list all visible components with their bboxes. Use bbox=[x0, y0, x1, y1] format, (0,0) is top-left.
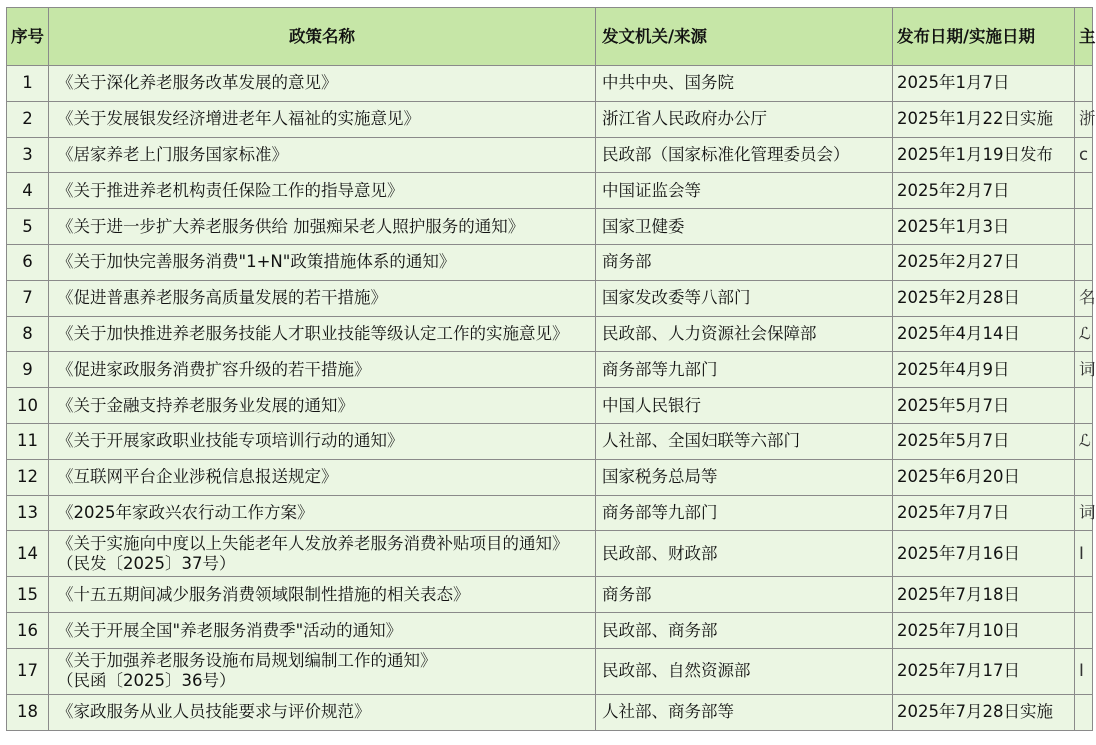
policy-name-line: 《关于发展银发经济增进老年人福祉的实施意见》 bbox=[57, 109, 420, 129]
policy-name-line: 《关于推进养老机构责任保险工作的指导意见》 bbox=[57, 180, 404, 200]
cell-no: 18 bbox=[7, 694, 49, 730]
cell-issuing-org: 商务部等九部门 bbox=[596, 495, 893, 531]
cell-date: 2025年2月27日 bbox=[893, 244, 1075, 280]
cell-policy-name bbox=[49, 101, 596, 137]
cell-policy-name bbox=[49, 648, 596, 694]
header-no: 序号 bbox=[7, 8, 49, 66]
cell-policy-name bbox=[49, 388, 596, 424]
table-row bbox=[7, 352, 1093, 388]
policy-name-line: 《关于开展家政职业技能专项培训行动的通知》 bbox=[57, 431, 404, 451]
policy-name-line: （民函〔2025〕36号） bbox=[57, 671, 236, 691]
table-row bbox=[7, 66, 1093, 102]
cell-issuing-org: 中共中央、国务院 bbox=[596, 66, 893, 102]
cell-no: 14 bbox=[7, 531, 49, 577]
cell-date: 2025年7月7日 bbox=[893, 495, 1075, 531]
cell-date: 2025年2月7日 bbox=[893, 173, 1075, 209]
cell-policy-name bbox=[49, 173, 596, 209]
cell-issuing-org: 民政部、人力资源社会保障部 bbox=[596, 316, 893, 352]
cell-extra bbox=[1075, 388, 1093, 424]
cell-date: 2025年5月7日 bbox=[893, 388, 1075, 424]
cell-no: 1 bbox=[7, 66, 49, 102]
table-row bbox=[7, 244, 1093, 280]
cell-extra: ℒ bbox=[1075, 316, 1093, 352]
cell-no: 6 bbox=[7, 244, 49, 280]
policy-name-line: （民发〔2025〕37号） bbox=[57, 553, 236, 573]
cell-policy-name bbox=[49, 423, 596, 459]
table-row bbox=[7, 137, 1093, 173]
cell-issuing-org: 民政部、商务部 bbox=[596, 613, 893, 649]
cell-policy-name bbox=[49, 495, 596, 531]
cell-policy-name bbox=[49, 316, 596, 352]
cell-extra bbox=[1075, 613, 1093, 649]
cell-date: 2025年5月7日 bbox=[893, 423, 1075, 459]
cell-no: 10 bbox=[7, 388, 49, 424]
cell-date: 2025年7月16日 bbox=[893, 531, 1075, 577]
cell-date: 2025年4月9日 bbox=[893, 352, 1075, 388]
cell-extra: 浙 bbox=[1075, 101, 1093, 137]
cell-issuing-org: 民政部、自然资源部 bbox=[596, 648, 893, 694]
cell-issuing-org: 民政部、财政部 bbox=[596, 531, 893, 577]
header-policy-name: 政策名称 bbox=[49, 8, 596, 66]
cell-issuing-org: 商务部等九部门 bbox=[596, 352, 893, 388]
cell-extra: Ⅰ bbox=[1075, 531, 1093, 577]
policy-table bbox=[6, 7, 1096, 731]
table-row bbox=[7, 648, 1093, 694]
cell-issuing-org: 人社部、商务部等 bbox=[596, 694, 893, 730]
policy-name-line: 《促进家政服务消费扩容升级的若干措施》 bbox=[57, 359, 371, 379]
cell-date: 2025年7月17日 bbox=[893, 648, 1075, 694]
cell-no: 11 bbox=[7, 423, 49, 459]
cell-date: 2025年1月3日 bbox=[893, 209, 1075, 245]
cell-no: 9 bbox=[7, 352, 49, 388]
cell-issuing-org: 商务部 bbox=[596, 577, 893, 613]
cell-extra bbox=[1075, 244, 1093, 280]
cell-no: 3 bbox=[7, 137, 49, 173]
cell-issuing-org: 浙江省人民政府办公厅 bbox=[596, 101, 893, 137]
cell-no: 17 bbox=[7, 648, 49, 694]
policy-name-line: 《互联网平台企业涉税信息报送规定》 bbox=[57, 467, 338, 487]
cell-extra bbox=[1075, 173, 1093, 209]
table-row bbox=[7, 459, 1093, 495]
cell-policy-name bbox=[49, 577, 596, 613]
cell-date: 2025年4月14日 bbox=[893, 316, 1075, 352]
cell-extra bbox=[1075, 577, 1093, 613]
table-row bbox=[7, 613, 1093, 649]
table-body bbox=[7, 66, 1096, 731]
cell-no: 16 bbox=[7, 613, 49, 649]
cell-issuing-org: 国家发改委等八部门 bbox=[596, 280, 893, 316]
cell-policy-name bbox=[49, 280, 596, 316]
header-issuing-org: 发文机关/来源 bbox=[596, 8, 893, 66]
cell-no: 12 bbox=[7, 459, 49, 495]
cell-policy-name bbox=[49, 531, 596, 577]
cell-extra bbox=[1075, 694, 1093, 730]
cell-policy-name bbox=[49, 613, 596, 649]
policy-name-line: 《关于加快推进养老服务技能人才职业技能等级认定工作的实施意见》 bbox=[57, 323, 569, 343]
cell-no: 4 bbox=[7, 173, 49, 209]
policy-name-line: 《十五五期间减少服务消费领域限制性措施的相关表态》 bbox=[57, 584, 470, 604]
policy-name-line: 《2025年家政兴农行动工作方案》 bbox=[57, 502, 314, 522]
cell-date: 2025年7月10日 bbox=[893, 613, 1075, 649]
policy-name-line: 《关于深化养老服务改革发展的意见》 bbox=[57, 73, 338, 93]
table-row bbox=[7, 495, 1093, 531]
policy-name-line: 《促进普惠养老服务高质量发展的若干措施》 bbox=[57, 288, 387, 308]
cell-extra: c bbox=[1075, 137, 1093, 173]
cell-extra: 词 bbox=[1075, 495, 1093, 531]
cell-date: 2025年2月28日 bbox=[893, 280, 1075, 316]
cell-policy-name bbox=[49, 209, 596, 245]
cell-issuing-org: 中国人民银行 bbox=[596, 388, 893, 424]
cell-extra: 名 bbox=[1075, 280, 1093, 316]
cell-policy-name bbox=[49, 137, 596, 173]
cell-policy-name bbox=[49, 459, 596, 495]
policy-name-line: 《家政服务从业人员技能要求与评价规范》 bbox=[57, 702, 371, 722]
cell-extra bbox=[1075, 459, 1093, 495]
table-row bbox=[7, 280, 1093, 316]
header-date: 发布日期/实施日期 bbox=[893, 8, 1075, 66]
cell-extra: Ⅰ bbox=[1075, 648, 1093, 694]
header-extra: 主 bbox=[1075, 8, 1093, 66]
policy-name-line: 《关于实施向中度以上失能老年人发放养老服务消费补贴项目的通知》 bbox=[57, 533, 569, 553]
cell-issuing-org: 人社部、全国妇联等六部门 bbox=[596, 423, 893, 459]
cell-issuing-org: 国家税务总局等 bbox=[596, 459, 893, 495]
table-row bbox=[7, 388, 1093, 424]
policy-name-line: 《关于金融支持养老服务业发展的通知》 bbox=[57, 395, 354, 415]
table-row bbox=[7, 577, 1093, 613]
policy-name-line: 《关于开展全国"养老服务消费季"活动的通知》 bbox=[57, 620, 403, 640]
cell-date: 2025年7月28日实施 bbox=[893, 694, 1075, 730]
table-row bbox=[7, 531, 1093, 577]
header-row bbox=[7, 8, 1093, 66]
policy-name-line: 《关于加强养老服务设施布局规划编制工作的通知》 bbox=[57, 651, 437, 671]
cell-issuing-org: 商务部 bbox=[596, 244, 893, 280]
cell-issuing-org: 民政部（国家标准化管理委员会） bbox=[596, 137, 893, 173]
cell-policy-name bbox=[49, 244, 596, 280]
cell-extra bbox=[1075, 209, 1093, 245]
cell-issuing-org: 国家卫健委 bbox=[596, 209, 893, 245]
table-row bbox=[7, 173, 1093, 209]
cell-extra: 词 bbox=[1075, 352, 1093, 388]
cell-policy-name bbox=[49, 352, 596, 388]
cell-date: 2025年6月20日 bbox=[893, 459, 1075, 495]
cell-extra: ℒ bbox=[1075, 423, 1093, 459]
cell-no: 5 bbox=[7, 209, 49, 245]
cell-date: 2025年1月22日实施 bbox=[893, 101, 1075, 137]
table-row bbox=[7, 316, 1093, 352]
cell-date: 2025年7月18日 bbox=[893, 577, 1075, 613]
cell-issuing-org: 中国证监会等 bbox=[596, 173, 893, 209]
cell-policy-name bbox=[49, 66, 596, 102]
table-row bbox=[7, 209, 1093, 245]
cell-no: 2 bbox=[7, 101, 49, 137]
cell-no: 7 bbox=[7, 280, 49, 316]
policy-name-line: 《关于进一步扩大养老服务供给 加强痴呆老人照护服务的通知》 bbox=[57, 216, 525, 236]
cell-policy-name bbox=[49, 694, 596, 730]
policy-name-line: 《居家养老上门服务国家标准》 bbox=[57, 144, 288, 164]
table-row bbox=[7, 423, 1093, 459]
table-row bbox=[7, 101, 1093, 137]
cell-date: 2025年1月19日发布 bbox=[893, 137, 1075, 173]
cell-extra bbox=[1075, 66, 1093, 102]
cell-no: 8 bbox=[7, 316, 49, 352]
policy-name-line: 《关于加快完善服务消费"1+N"政策措施体系的通知》 bbox=[57, 252, 456, 272]
cell-no: 15 bbox=[7, 577, 49, 613]
cell-no: 13 bbox=[7, 495, 49, 531]
cell-date: 2025年1月7日 bbox=[893, 66, 1075, 102]
table-row bbox=[7, 694, 1093, 730]
